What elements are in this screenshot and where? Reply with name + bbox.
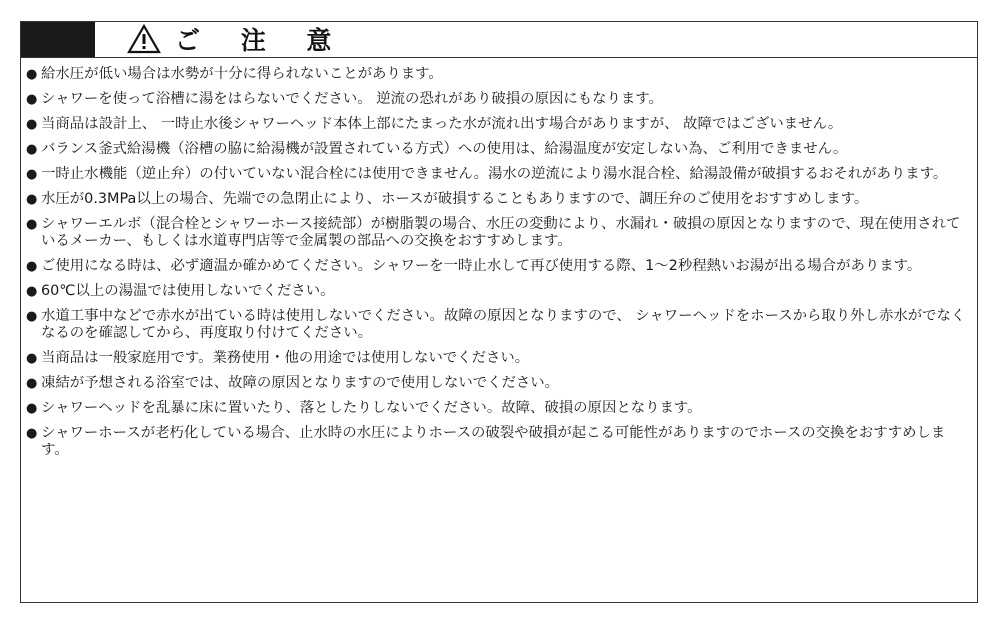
list-item bbox=[26, 191, 971, 208]
bullet-icon: ● bbox=[26, 92, 38, 107]
list-item bbox=[26, 350, 971, 367]
item-text: 当商品は一般家庭用です。業務使用・他の用途では使用しないでください。 bbox=[41, 350, 530, 366]
list-item bbox=[26, 425, 971, 459]
bullet-icon: ● bbox=[26, 351, 38, 366]
bullet-icon: ● bbox=[26, 192, 38, 207]
bullet-icon: ● bbox=[26, 67, 38, 82]
bullet-icon: ● bbox=[26, 309, 38, 324]
item-text: バランス釜式給湯機（浴槽の脇に給湯機が設置されている方式）への使用は、給湯温度が安定しない為、ご利用できません。 bbox=[41, 141, 848, 157]
list-item bbox=[26, 258, 971, 275]
list-item bbox=[26, 375, 971, 392]
item-text: シャワーホースが老朽化している場合、止水時の水圧によりホースの破裂や破損が起こる可能性がありますのでホースの交換をおすすめします。 bbox=[41, 425, 946, 458]
header-black-block bbox=[21, 22, 95, 57]
item-text: 当商品は設計上、 一時止水後シャワーヘッド本体上部にたまった水が流れ出す場合がありますが、 故障ではございません。 bbox=[41, 116, 843, 132]
caution-header bbox=[21, 22, 977, 58]
caution-list bbox=[26, 66, 971, 467]
list-item bbox=[26, 141, 971, 158]
bullet-icon: ● bbox=[26, 142, 38, 157]
list-item bbox=[26, 283, 971, 300]
item-text: ご使用になる時は、必ず適温か確かめてください。シャワーを一時止水して再び使用する際、1〜2秒程熱いお湯が出る場合があります。 bbox=[41, 258, 922, 274]
item-text: 60℃以上の湯温では使用しないでください。 bbox=[41, 283, 335, 299]
bullet-icon: ● bbox=[26, 376, 38, 391]
item-text: 凍結が予想される浴室では、故障の原因となりますので使用しないでください。 bbox=[41, 375, 560, 391]
item-text: 一時止水機能（逆止弁）の付いていない混合栓には使用できません。湯水の逆流により湯水混合栓、給湯設備が破損するおそれがあります。 bbox=[41, 166, 948, 182]
bullet-icon: ● bbox=[26, 167, 38, 182]
item-text: 給水圧が低い場合は水勢が十分に得られないことがあります。 bbox=[41, 66, 443, 82]
caution-title: ご 注 意 bbox=[175, 26, 348, 55]
bullet-icon: ● bbox=[26, 217, 38, 232]
item-text: シャワーヘッドを乱暴に床に置いたり、落としたりしないでください。故障、破損の原因となります。 bbox=[41, 400, 702, 416]
list-item bbox=[26, 308, 971, 342]
bullet-icon: ● bbox=[26, 401, 38, 416]
bullet-icon: ● bbox=[26, 284, 38, 299]
list-item bbox=[26, 116, 971, 133]
item-text: シャワーエルボ（混合栓とシャワーホース接続部）が樹脂製の場合、水圧の変動により、水漏れ・破損の原因となりますので、現在使用されているメーカー、もしくは水道専門店等で金属製の部品への交換をおすすめします。 bbox=[41, 216, 961, 249]
list-item bbox=[26, 400, 971, 417]
list-item bbox=[26, 216, 971, 250]
bullet-icon: ● bbox=[26, 117, 38, 132]
header-title-group bbox=[127, 22, 347, 56]
item-text: 水圧が0.3MPa以上の場合、先端での急閉止により、ホースが破損することもありますので、調圧弁のご使用をおすすめします。 bbox=[41, 191, 869, 207]
list-item bbox=[26, 166, 971, 183]
item-text: シャワーを使って浴槽に湯をはらないでください。 逆流の恐れがあり破損の原因にもなります。 bbox=[41, 91, 663, 107]
item-text: 水道工事中などで赤水が出ている時は使用しないでください。故障の原因となりますので、 シャワーヘッドをホースから取り外し赤水がでなくなるのを確認してから、再度取り付けてください。 bbox=[41, 308, 966, 341]
list-item bbox=[26, 91, 971, 108]
caution-panel bbox=[20, 21, 978, 603]
list-item bbox=[26, 66, 971, 83]
bullet-icon: ● bbox=[26, 426, 38, 441]
bullet-icon: ● bbox=[26, 259, 38, 274]
warning-triangle-icon bbox=[127, 24, 161, 54]
